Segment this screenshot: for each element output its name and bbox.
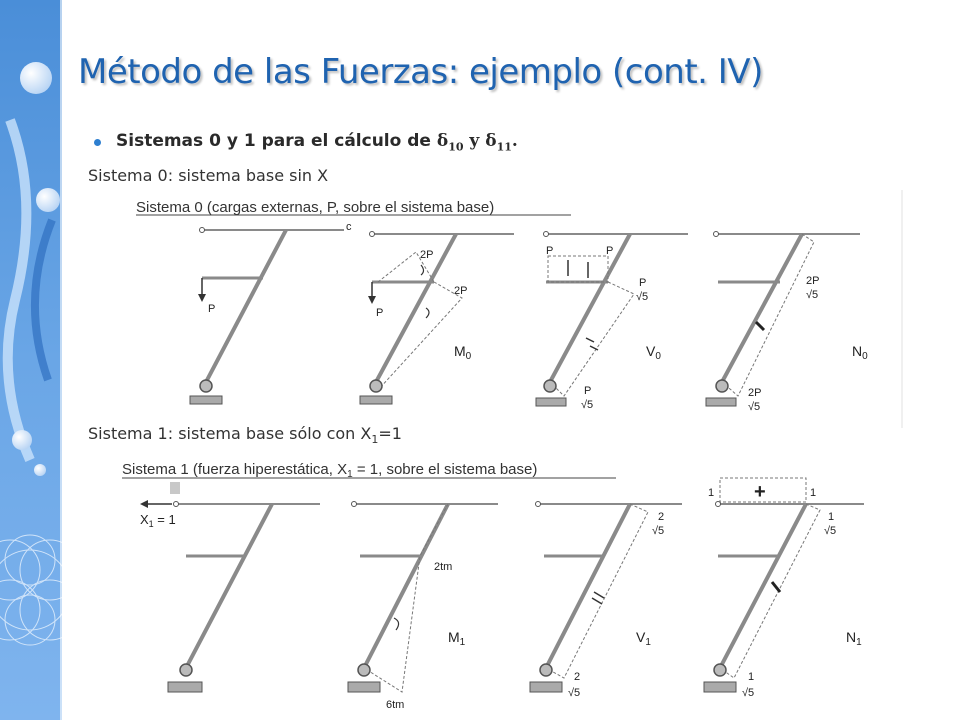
label-m: M: [454, 343, 466, 359]
delta-symbol: δ: [436, 131, 449, 151]
normal-bottom-denominator-value: 5: [754, 401, 761, 413]
figure0-header: Sistema 0 (cargas externas, P, sobre el sistema base): [136, 199, 495, 216]
caption1-rest: =1: [378, 424, 402, 443]
load-p-label: P: [208, 303, 216, 315]
caption1-subscript: 1: [371, 433, 379, 447]
normal-top-numerator: 1: [828, 511, 835, 523]
slide-title: Método de las Fuerzas: ejemplo (cont. IV): [78, 52, 763, 92]
shear-p-right: P: [606, 245, 614, 257]
normal-left-value: 1: [708, 487, 715, 499]
bubble-decoration: [12, 430, 32, 450]
bubble-decoration: [36, 188, 60, 212]
load-x-sub: 1: [148, 519, 154, 529]
caption1-text: Sistema 1: sistema base sólo con X: [88, 424, 372, 443]
shear-p-left: P: [546, 245, 554, 257]
bubble-decoration: [20, 62, 52, 94]
moment-value-mid: 2P: [454, 285, 468, 297]
load-p-label: P: [376, 307, 384, 319]
bullet-marker: [94, 139, 101, 146]
normal-top-denominator-value: 5: [812, 289, 819, 301]
label-v-sub: 1: [645, 637, 651, 648]
decorative-sidebar: [0, 0, 62, 720]
shear-bottom-denominator-value: 5: [574, 687, 581, 699]
shear-top-numerator: 2: [658, 511, 665, 523]
label-c: c: [346, 221, 352, 233]
label-n-sub: 1: [856, 637, 862, 648]
shear-top-denominator-value: 5: [658, 525, 665, 537]
label-n: N: [846, 629, 857, 645]
normal-bottom-numerator: 1: [748, 671, 755, 683]
label-n-sub: 0: [862, 351, 868, 362]
label-m-sub: 0: [465, 351, 472, 362]
bullet-end: .: [511, 131, 518, 151]
normal-top-numerator: 2P: [806, 275, 820, 287]
figure1-header-rest: = 1, sobre el sistema base): [352, 461, 538, 478]
label-v: V: [646, 343, 656, 359]
shear-bottom-denominator-value: 5: [587, 399, 594, 411]
shear-top-denominator: √5: [652, 525, 665, 537]
delta-subscript-10: 10: [448, 140, 464, 154]
normal-bottom-numerator: 2P: [748, 387, 762, 399]
moment-value-bottom: 6tm: [386, 699, 405, 711]
figure-sistema-0: [116, 190, 904, 428]
shear-top-numerator: P: [639, 277, 647, 289]
shear-bottom-denominator: √5: [581, 399, 594, 411]
load-x-value: = 1: [153, 512, 176, 527]
bubble-decoration: [34, 464, 46, 476]
bullet-prefix: Sistemas 0 y 1 para el cálculo de: [116, 131, 437, 151]
normal-bottom-denominator-value: 5: [748, 687, 755, 699]
moment-value-top: 2P: [420, 249, 434, 261]
shear-bottom-numerator: 2: [574, 671, 581, 683]
figure1-header-sub: 1: [347, 469, 353, 480]
bullet-conjunction: y: [463, 131, 486, 151]
label-m-sub: 1: [459, 637, 466, 648]
label-m: M: [448, 629, 460, 645]
figure1-header-text: Sistema 1 (fuerza hiperestática, X: [122, 461, 348, 478]
shear-bottom-numerator: P: [584, 385, 592, 397]
normal-top-denominator-value: 5: [830, 525, 837, 537]
bullet-text: [116, 131, 518, 153]
normal-plus-sign: +: [754, 481, 766, 503]
delta-symbol: δ: [485, 131, 497, 151]
normal-top-denominator: √5: [806, 289, 819, 301]
label-v-sub: 0: [655, 351, 661, 362]
delta-subscript-11: 11: [496, 140, 512, 154]
moment-value-mid: 2tm: [434, 561, 453, 573]
shear-top-denominator: √5: [636, 291, 649, 303]
load-x1-label: [140, 512, 176, 529]
shear-bottom-denominator: √5: [568, 687, 581, 699]
normal-bottom-denominator: √5: [748, 401, 761, 413]
label-n: N: [852, 343, 863, 359]
normal-top-denominator: √5: [824, 525, 837, 537]
load-x: X: [140, 512, 149, 527]
label-v: V: [636, 629, 646, 645]
normal-right-value: 1: [810, 487, 817, 499]
figure-sistema-1: [116, 452, 874, 718]
caption-sistema-1: [88, 424, 402, 446]
caption-sistema-0: Sistema 0: sistema base sin X: [88, 166, 329, 185]
normal-bottom-denominator: √5: [742, 687, 755, 699]
figure1-header: [122, 461, 537, 480]
shear-top-denominator-value: 5: [642, 291, 649, 303]
